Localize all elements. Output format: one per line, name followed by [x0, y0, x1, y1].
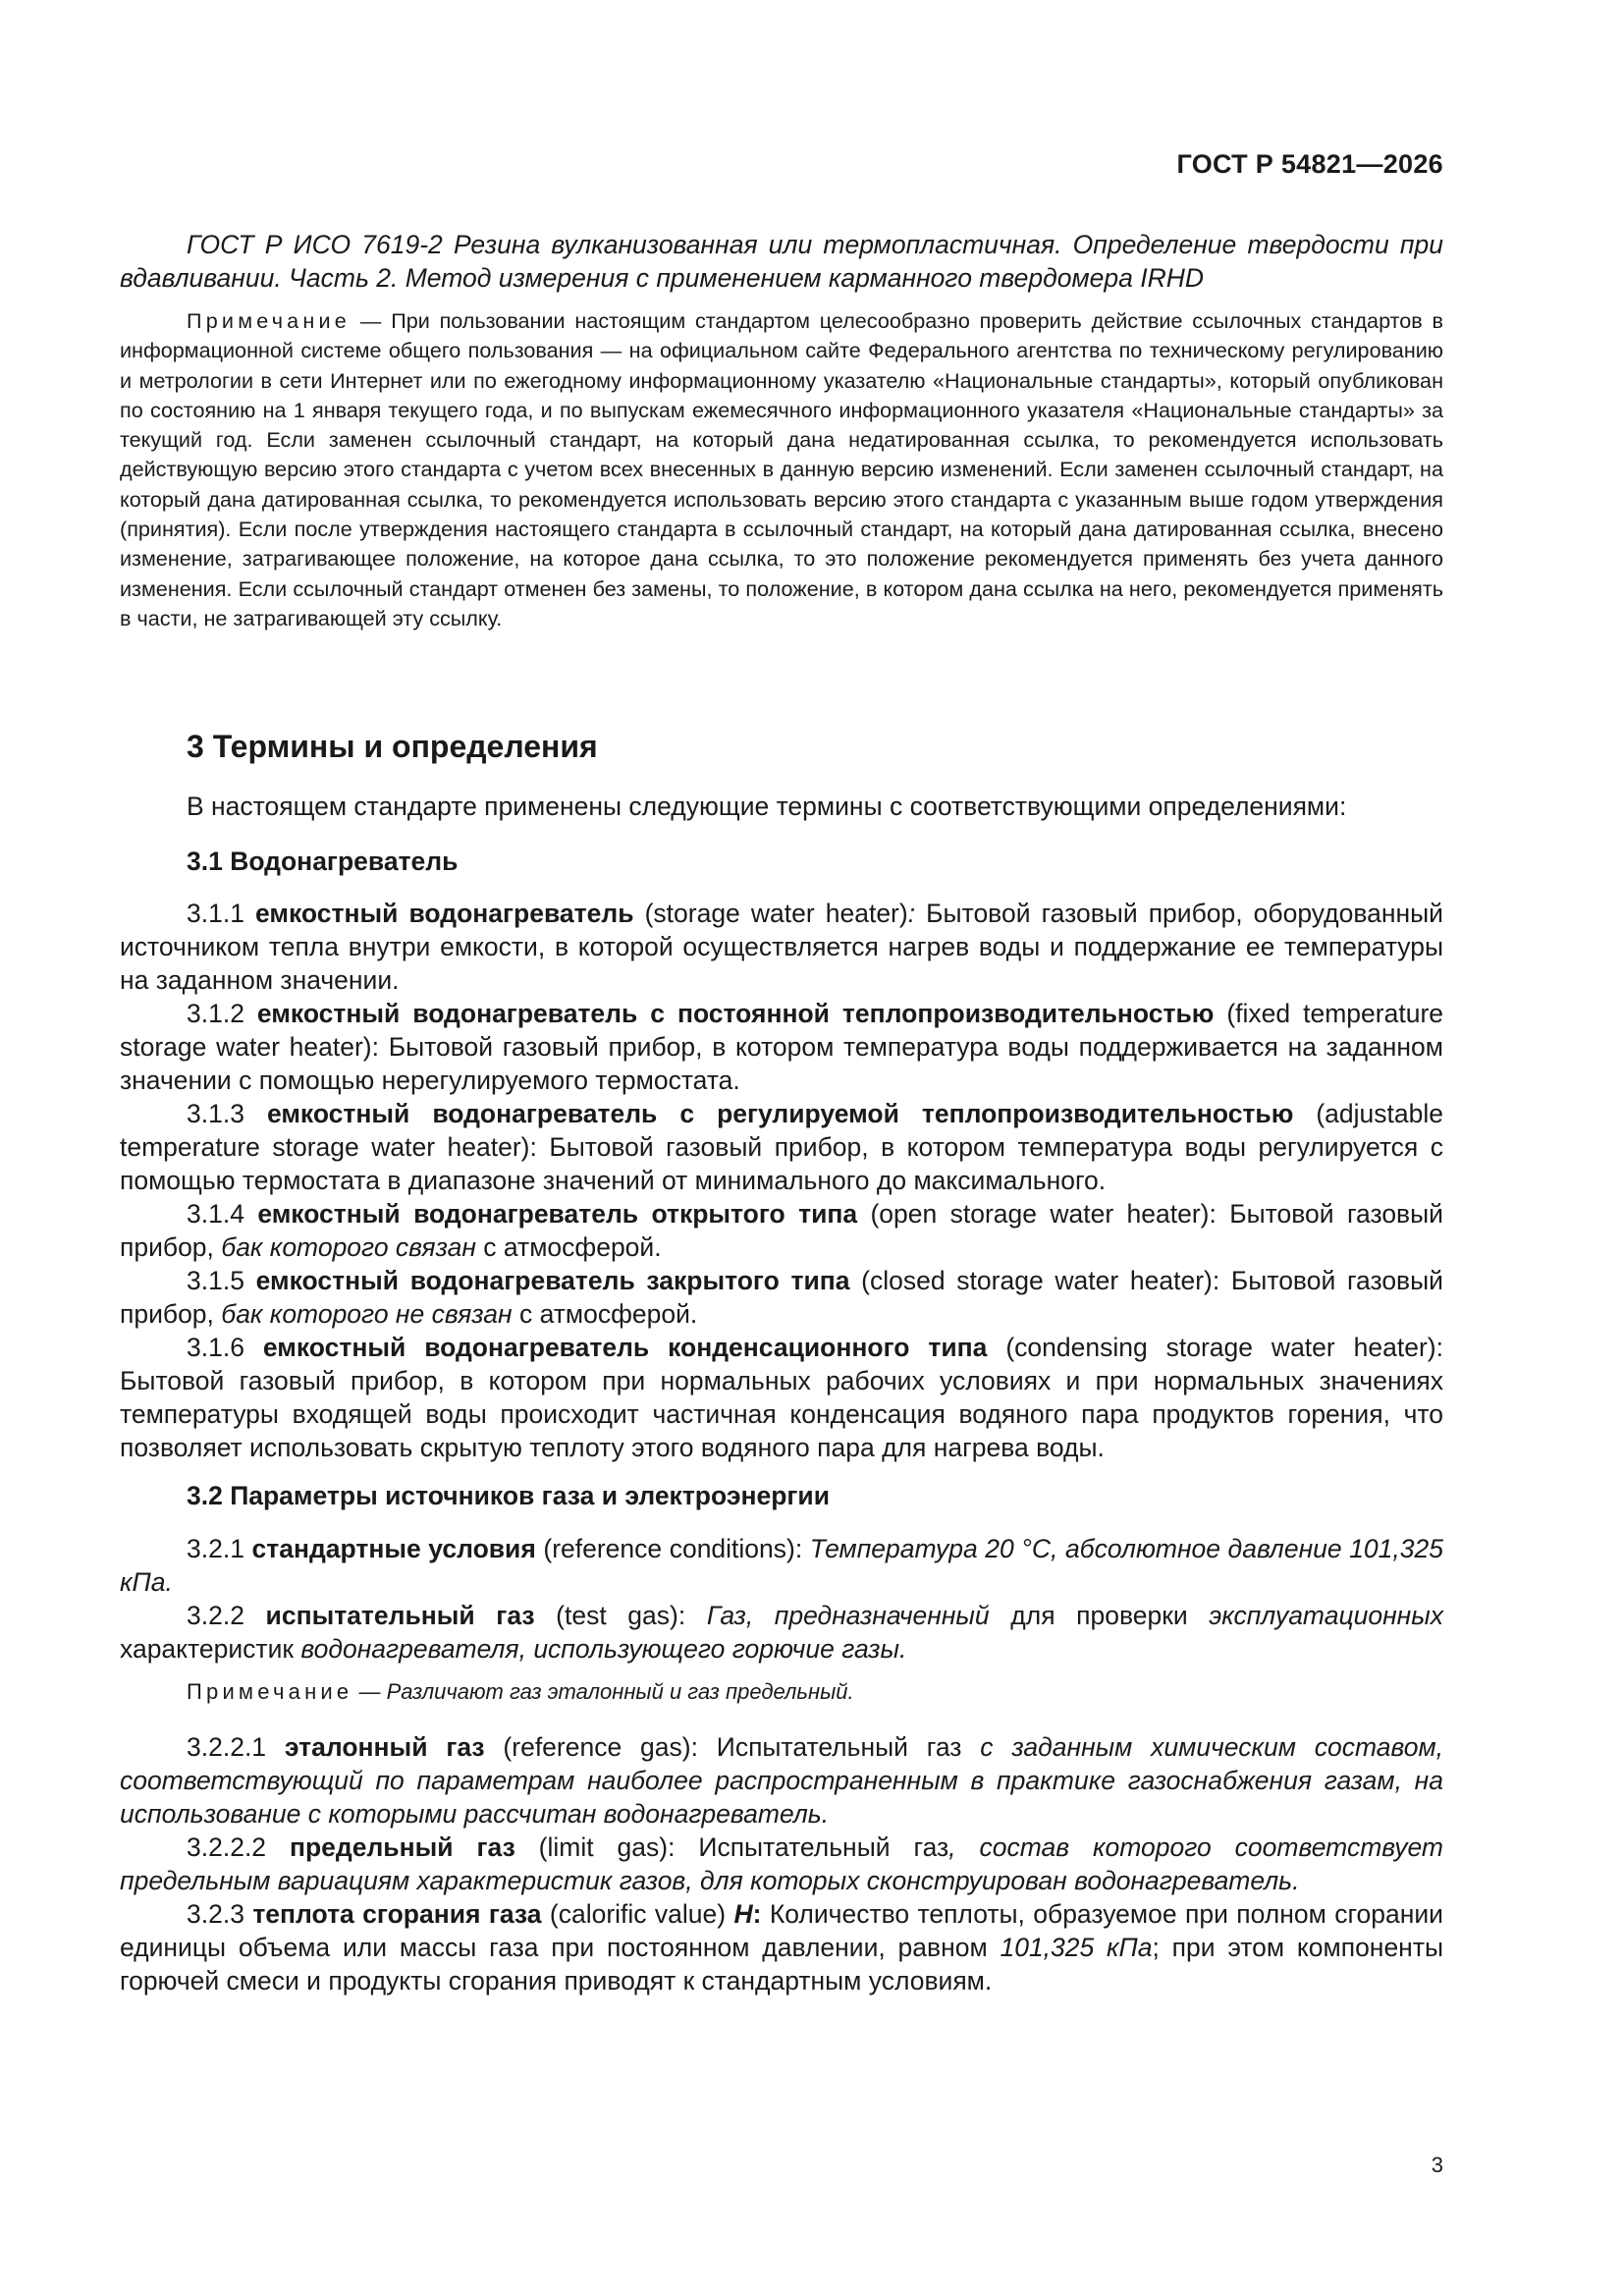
definition-3-1-5: 3.1.5 емкостный водонагреватель закрытого типа (closed storage water heater): Бытовой газовый прибор, бак которого не связан с атмосферой.: [120, 1266, 1443, 1329]
subsection-heading-3-1: 3.1 Водонагреватель: [187, 847, 459, 876]
section-heading: 3 Термины и определения: [187, 729, 598, 764]
definition-3-2-2-2: 3.2.2.2 предельный газ (limit gas): Испытательный газ, состав которого соответствует предельным вариациям характеристик газов, для которых сконструирован водонагреватель.: [120, 1832, 1443, 1895]
definition-3-1-2: 3.1.2 емкостный водонагреватель с постоянной теплопроизводительностью (fixed temperature storage water heater): Бытовой газовый прибор, в котором температура воды поддерживается на заданном значении с помощью нерегулируемого термостата.: [120, 999, 1444, 1095]
page-number: 3: [1431, 2153, 1443, 2177]
note-text: При пользовании настоящим стандартом целесообразно проверить действие ссылочных стандартов в информационной системе общего пользования — на официальном сайте Федерального агентства по техническому регулированию и метрологии в сети Интернет или по ежегодному информационному указателю «Национальные стандарты», который опубликован по состоянию на 1 января текущего года, и по выпускам ежемесячного информационного указателя «Национальные стандарты» за текущий год. Если заменен ссылочный стандарт, на который дана недатированная ссылка, то рекомендуется использовать действующую версию этого стандарта с учетом всех внесенных в данную версию изменений. Если заменен ссылочный стандарт, на который дана датированная ссылка, то рекомендуется использовать версию этого стандарта с указанным выше годом утверждения (принятия). Если после утверждения настоящего стандарта в ссылочный стандарт, на который дана датированная ссылка, внесено изменение, затрагивающее положение, на которое дана ссылка, то это положение рекомендуется применять без учета данного изменения. Если ссылочный стандарт отменен без замены, то положение, в котором дана ссылка на него, рекомендуется применять в части, не затрагивающей эту ссылку.: [120, 308, 1443, 630]
section-intro: В настоящем стандарте применены следующие термины с соответствующими определениями:: [187, 792, 1347, 821]
definition-3-2-2-1: 3.2.2.1 эталонный газ (reference gas): Испытательный газ с заданным химическим составом, соответствующий по параметрам наиболее распространенным в практике газоснабжения газам, на использование с которыми рассчитан водонагреватель.: [120, 1732, 1443, 1829]
definition-3-1-3: 3.1.3 емкостный водонагреватель с регулируемой теплопроизводительностью (adjustable temperature storage water heater): Бытовой газовый прибор, в котором температура воды регулируется с помощью термостата в диапазоне значений от минимального до максимального.: [120, 1099, 1443, 1195]
note-gas-types: Примечание — Различают газ эталонный и газ предельный.: [187, 1679, 854, 1704]
subsection-heading-3-2: 3.2 Параметры источников газа и электроэнергии: [187, 1481, 831, 1510]
definition-3-1-6: 3.1.6 емкостный водонагреватель конденсационного типа (condensing storage water heater): Бытовой газовый прибор, в котором при нормальных рабочих условиях и при нормальных значениях температуры входящей воды происходит частичная конденсация водяного пара продуктов горения, что позволяет использовать скрытую теплоту этого водяного пара для нагрева воды.: [120, 1333, 1443, 1462]
note-label: Примечание: [187, 1679, 353, 1704]
definition-3-1-1: 3.1.1 емкостный водонагреватель (storage water heater): Бытовой газовый прибор, оборудованный источником тепла внутри емкости, в которой осуществляется нагрев воды и поддержание ее температуры на заданном значении.: [120, 899, 1443, 995]
definition-3-2-1: 3.2.1 стандартные условия (reference conditions): Температура 20 °С, абсолютное давление 101,325 кПа.: [120, 1534, 1443, 1597]
definitions-3-2: [120, 1532, 1443, 1666]
definitions-3-1: [120, 897, 1443, 1464]
note-label: Примечание: [187, 308, 351, 333]
page-header-code: ГОСТ Р 54821—2026: [1176, 149, 1443, 179]
note-paragraph: [120, 306, 1443, 633]
definition-3-2-2: 3.2.2 испытательный газ (test gas): Газ, предназначенный для проверки эксплуатационных характеристик водонагревателя, использующего горючие газы.: [120, 1601, 1443, 1664]
note-dash: —: [351, 308, 392, 333]
normative-reference: ГОСТ Р ИСО 7619-2 Резина вулканизованная или термопластичная. Определение твердости при вдавливании. Часть 2. Метод измерения с применением карманного твердомера IRHD: [120, 230, 1443, 293]
definitions-3-2-cont: [120, 1730, 1443, 1997]
definition-3-1-4: 3.1.4 емкостный водонагреватель открытого типа (open storage water heater): Бытовой газовый прибор, бак которого связан с атмосферой.: [120, 1199, 1443, 1262]
definition-3-2-3: 3.2.3 теплота сгорания газа (calorific value) H: Количество теплоты, образуемое при полном сгорании единицы объема или массы газа при постоянном давлении, равном 101,325 кПа; при этом компоненты горючей смеси и продукты сгорания приводят к стандартным условиям.: [120, 1899, 1443, 1995]
